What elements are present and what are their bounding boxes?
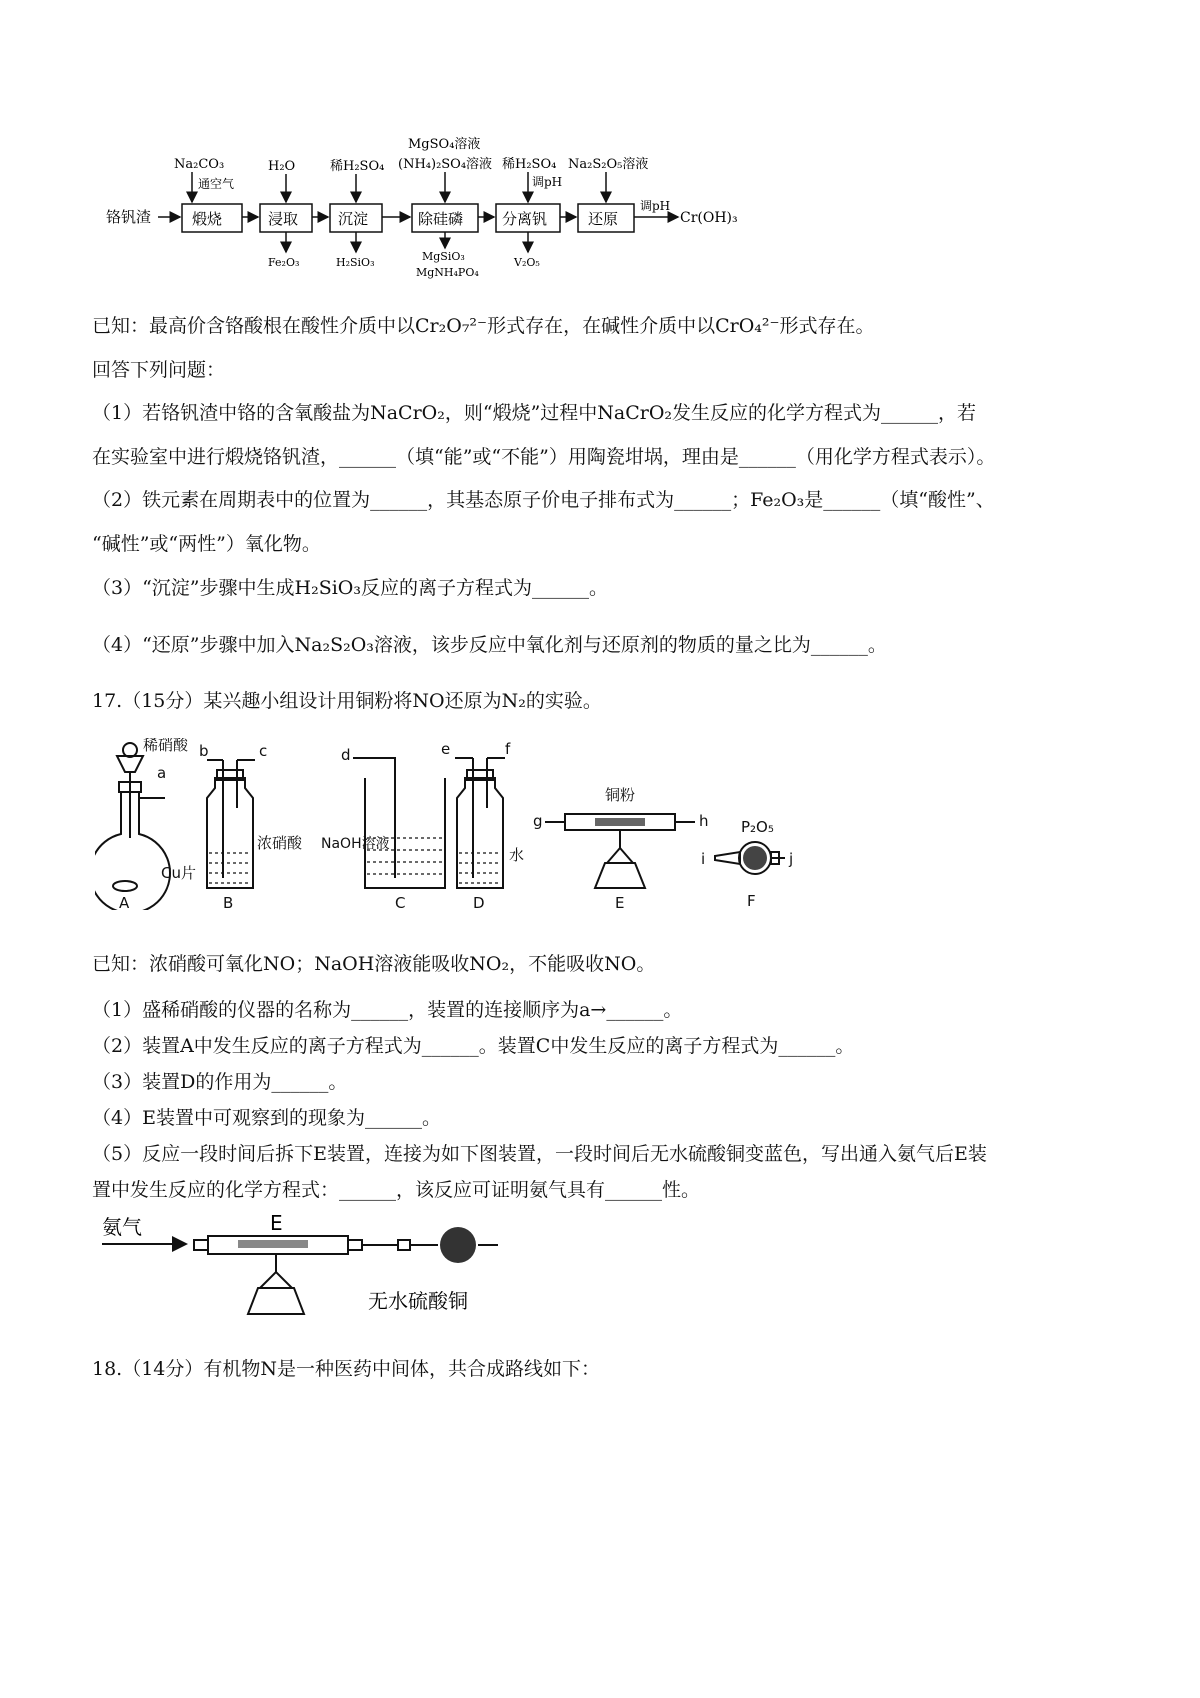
- svg-text:Na₂CO₃: Na₂CO₃: [174, 157, 225, 172]
- svg-text:稀硝酸: 稀硝酸: [143, 738, 189, 754]
- known-1: 已知：最高价含铬酸根在酸性介质中以Cr₂O₇²⁻形式存在，在碱性介质中以CrO₄²⁻形式存在。: [92, 315, 875, 337]
- svg-text:d: d: [341, 746, 351, 764]
- svg-text:MgSO₄溶液: MgSO₄溶液: [408, 137, 481, 152]
- svg-text:稀H₂SO₄: 稀H₂SO₄: [330, 159, 385, 174]
- q16-1b: 在实验室中进行煅烧铬钒渣，______（填“能”或“不能”）用陶瓷坩埚，理由是______（用化学方程式表示）。: [92, 446, 996, 468]
- svg-text:H₂O: H₂O: [268, 159, 296, 174]
- svg-text:D: D: [473, 894, 485, 910]
- q17-5a: （5）反应一段时间后拆下E装置，连接为如下图装置，一段时间后无水硫酸铜变蓝色，写出通入氨气后E装: [92, 1143, 987, 1165]
- svg-text:h: h: [699, 812, 709, 830]
- q18-title: 18.（14分）有机物N是一种医药中间体，共合成路线如下：: [92, 1358, 601, 1380]
- svg-text:b: b: [199, 742, 209, 760]
- svg-text:Na₂S₂O₅溶液: Na₂S₂O₅溶液: [568, 157, 649, 172]
- process-flowchart: [100, 130, 740, 280]
- svg-text:E: E: [615, 894, 625, 910]
- q17-2: （2）装置A中发生反应的离子方程式为______。装置C中发生反应的离子方程式为______。: [92, 1035, 855, 1057]
- svg-text:分离钒: 分离钒: [502, 210, 548, 228]
- svg-text:F: F: [747, 892, 756, 910]
- svg-text:MgNH₄PO₄: MgNH₄PO₄: [416, 266, 479, 279]
- q17-1: （1）盛稀硝酸的仪器的名称为______，装置的连接顺序为a→______。: [92, 999, 683, 1021]
- svg-text:i: i: [701, 850, 706, 868]
- flow-end-product: Cr(OH)₃: [680, 210, 738, 226]
- q16-3: （3）“沉淀”步骤中生成H₂SiO₃反应的离子方程式为______。: [92, 577, 608, 599]
- svg-text:MgSiO₃: MgSiO₃: [422, 250, 465, 263]
- svg-text:浸取: 浸取: [268, 210, 299, 228]
- svg-text:H₂SiO₃: H₂SiO₃: [336, 256, 375, 269]
- svg-text:f: f: [505, 740, 511, 758]
- svg-text:NaOH溶液: NaOH溶液: [321, 836, 390, 852]
- svg-text:沉淀: 沉淀: [338, 210, 369, 228]
- svg-text:调pH: 调pH: [640, 199, 671, 213]
- svg-text:(NH₄)₂SO₄溶液: (NH₄)₂SO₄溶液: [398, 157, 493, 172]
- svg-text:稀H₂SO₄: 稀H₂SO₄: [502, 157, 557, 172]
- q17-4: （4）E装置中可观察到的现象为______。: [92, 1107, 441, 1129]
- svg-text:c: c: [259, 742, 268, 760]
- q16-1a: （1）若铬钒渣中铬的含氧酸盐为NaCrO₂，则“煅烧”过程中NaCrO₂发生反应的化学方程式为______，若: [92, 402, 977, 424]
- svg-text:铜粉: 铜粉: [605, 786, 636, 804]
- q17-5b: 置中发生反应的化学方程式：______，该反应可证明氨气具有______性。: [92, 1179, 701, 1201]
- q16-2b: “碱性”或“两性”）氧化物。: [92, 533, 321, 555]
- prompt: 回答下列问题：: [92, 359, 226, 381]
- svg-text:还原: 还原: [588, 210, 619, 228]
- svg-text:氨气: 氨气: [102, 1215, 142, 1239]
- svg-text:无水硫酸铜: 无水硫酸铜: [368, 1289, 468, 1313]
- svg-text:a: a: [157, 764, 167, 782]
- svg-text:除硅磷: 除硅磷: [418, 210, 464, 228]
- q16-2a: （2）铁元素在周期表中的位置为______，其基态原子价电子排布式为______；Fe₂O₃是______（填“酸性”、: [92, 489, 995, 511]
- svg-text:煅烧: 煅烧: [192, 210, 223, 228]
- svg-text:e: e: [441, 740, 451, 758]
- q17-known: 已知：浓硝酸可氧化NO；NaOH溶液能吸收NO₂，不能吸收NO。: [92, 953, 656, 975]
- q17-title: 17.（15分）某兴趣小组设计用铜粉将NO还原为N₂的实验。: [92, 690, 602, 712]
- svg-text:Cu片: Cu片: [161, 864, 196, 882]
- q16-4: （4）“还原”步骤中加入Na₂S₂O₃溶液，该步反应中氧化剂与还原剂的物质的量之比为______。: [92, 634, 887, 656]
- svg-text:Fe₂O₃: Fe₂O₃: [268, 256, 300, 269]
- svg-text:通空气: 通空气: [198, 177, 235, 191]
- ammonia-figure: [98, 1210, 518, 1320]
- q17-3: （3）装置D的作用为______。: [92, 1071, 348, 1093]
- svg-text:E: E: [270, 1211, 283, 1235]
- svg-text:P₂O₅: P₂O₅: [741, 818, 774, 836]
- svg-text:g: g: [533, 812, 543, 830]
- svg-text:调pH: 调pH: [532, 175, 563, 189]
- apparatus-figure: [95, 738, 815, 910]
- svg-text:V₂O₅: V₂O₅: [514, 256, 540, 269]
- svg-text:A: A: [119, 894, 130, 910]
- svg-text:水: 水: [509, 846, 525, 864]
- svg-text:B: B: [223, 894, 234, 910]
- svg-text:j: j: [789, 850, 794, 868]
- svg-text:浓硝酸: 浓硝酸: [257, 834, 303, 852]
- flow-start: 铬钒渣: [106, 208, 152, 226]
- svg-text:C: C: [395, 894, 406, 910]
